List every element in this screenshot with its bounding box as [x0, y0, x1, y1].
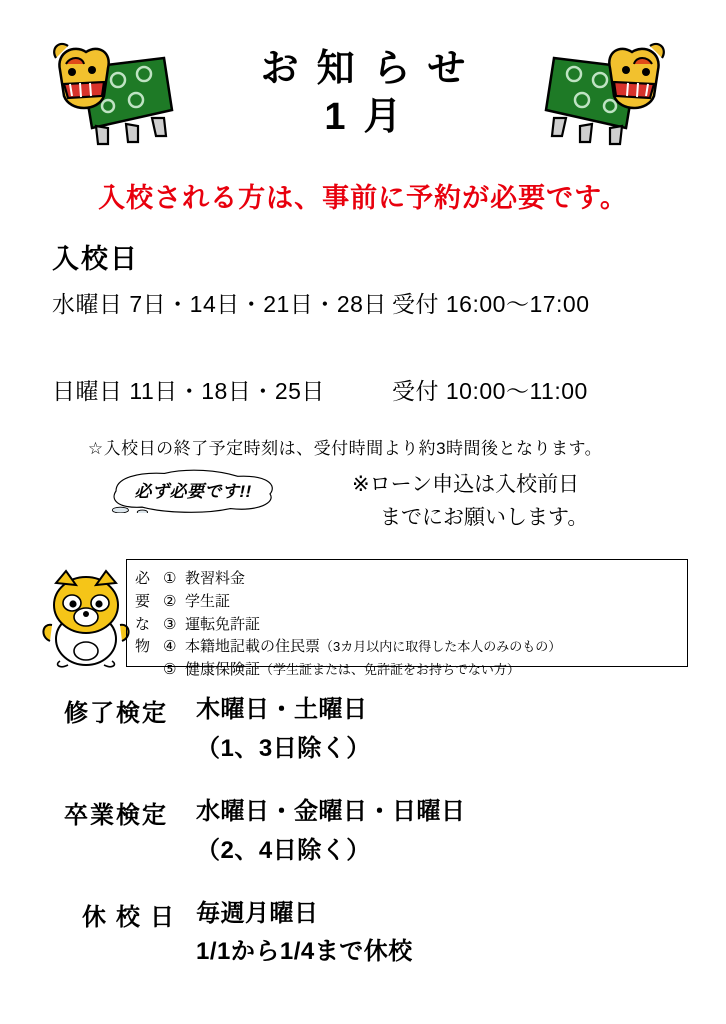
page-title: お知らせ — [260, 48, 484, 90]
required-items-section — [0, 559, 726, 685]
loan-note-line1: ※ローン申込は入校前日 — [352, 473, 580, 496]
entry-reception-wednesday: 受付 16:00〜17:00 — [392, 291, 590, 317]
reservation-notice: 入校される方は、事前に予約が必要です。 — [98, 183, 628, 213]
entry-end-time-note: ☆入校日の終了予定時刻は、受付時間より約3時間後となります。 — [87, 439, 603, 458]
loan-note-line2: までにお願いします。 — [380, 505, 589, 529]
list-item: ① 教習料金 — [163, 570, 246, 587]
list-item: ④ 本籍地記載の住民票（3カ月以内に取得した本人のみのもの） — [163, 638, 562, 656]
schedule-label-graduation-exam: 卒業検定 — [64, 801, 168, 829]
tanuki-mascot-icon — [40, 565, 132, 669]
loan-application-note — [352, 469, 588, 534]
bubble-text: 必ず必要です!! — [134, 482, 252, 501]
entry-row-wednesday — [52, 286, 726, 319]
spacer — [0, 775, 726, 793]
poster-title-block — [0, 46, 726, 141]
schedule-label-closed-days: 休校日 — [82, 903, 184, 931]
schedule-label-completion-exam: 修了検定 — [64, 700, 168, 727]
poster-header — [0, 0, 726, 170]
entry-reception-sunday: 受付 10:00〜11:00 — [392, 378, 588, 404]
list-item: ⑤ 健康保険証（学生証または、免許証をお持ちでない方） — [163, 661, 520, 679]
schedule-row-completion-exam — [0, 691, 726, 769]
required-items-vertical-label: 必 要 な 物 — [135, 570, 151, 656]
entry-days-wednesday: 水曜日 7日・14日・21日・28日 — [52, 291, 387, 317]
schedule-value-completion-exam: 木曜日・土曜日 （1、3日除く） — [196, 696, 371, 762]
page-subtitle-month: 1月 — [324, 95, 420, 138]
list-item: ② 学生証 — [163, 592, 231, 610]
bubble-loan-row — [0, 465, 726, 557]
spacer — [0, 319, 726, 363]
list-item: ③ 運転免許証 — [163, 615, 261, 633]
schedule-row-closed-days — [0, 895, 726, 973]
exam-schedule-section — [0, 691, 726, 972]
schedule-value-closed-days: 毎週月曜日 1/1から1/4まで休校 — [196, 899, 413, 966]
entry-row-sunday — [52, 373, 726, 406]
entry-days-sunday: 日曜日 11日・18日・25日 — [52, 378, 325, 404]
spacer — [0, 877, 726, 895]
entry-day-heading: 入校日 — [52, 244, 139, 274]
schedule-row-graduation-exam — [0, 793, 726, 871]
required-items-box — [126, 559, 688, 679]
required-items-list — [159, 568, 687, 679]
schedule-value-graduation-exam: 水曜日・金曜日・日曜日 （2、4日除く） — [196, 797, 466, 864]
